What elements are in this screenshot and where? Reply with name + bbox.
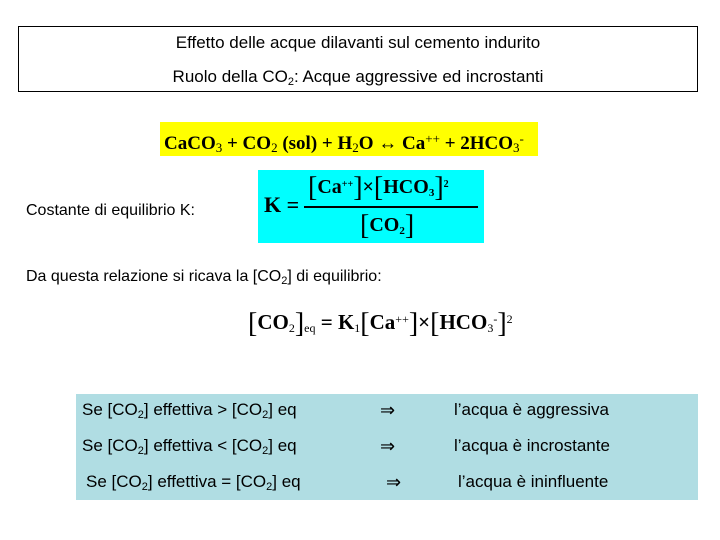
relation-sub: 2 xyxy=(281,275,288,287)
numerator: $[Ca^{++}]\times[HCO_3]^2$ xyxy=(308,172,449,203)
plus-h2: + H xyxy=(317,133,353,154)
h2o-sub: 2 xyxy=(352,140,359,155)
calcium: Ca xyxy=(397,133,426,154)
lhs-sub: 2 xyxy=(137,409,144,421)
implies-arrow-icon: ⇒ xyxy=(380,400,396,421)
condition-result: l’acqua è incrostante xyxy=(454,436,610,455)
lhs-b: ] effettiva < [CO xyxy=(143,436,263,455)
lhs-sub: 2 xyxy=(266,481,273,493)
eq3-eq-sub: eq xyxy=(304,321,316,335)
caco3: CaCO xyxy=(164,133,216,154)
plus-hco3: + 2HCO xyxy=(439,133,514,154)
den-co2: CO xyxy=(369,214,400,236)
k-symbol: K = xyxy=(264,192,300,217)
num-ca: Ca xyxy=(317,176,342,198)
calcium-charge: ++ xyxy=(425,131,440,146)
page-title: Effetto delle acque dilavanti sul cemento indurito xyxy=(175,33,541,52)
num-exponent: 2 xyxy=(443,179,449,190)
equilibrium-constant-formula xyxy=(258,170,484,243)
page-subtitle xyxy=(19,67,697,88)
condition-lhs xyxy=(86,472,301,493)
condition-result: l’acqua è ininfluente xyxy=(458,472,609,491)
lhs-sub: 2 xyxy=(262,409,269,421)
relation-label xyxy=(26,268,382,287)
lhs-sub: 2 xyxy=(141,481,148,493)
equilibrium-arrow-icon: ↔ xyxy=(378,133,398,154)
condition-result: l’acqua è aggressiva xyxy=(454,400,609,419)
equilibrium-reaction xyxy=(160,122,538,156)
relation-suffix: ] di equilibrio: xyxy=(287,268,382,285)
lhs-a: Se [CO xyxy=(82,400,138,419)
lhs-a: Se [CO xyxy=(82,436,138,455)
oxygen: O xyxy=(358,133,379,154)
sol: (sol) xyxy=(277,133,318,154)
equilibrium-co2-formula: $[CO_2]_{eq} = K_1[Ca^{++}]\times[HCO_3^-]^2$ xyxy=(248,308,513,339)
lhs-sub: 2 xyxy=(262,445,269,457)
eq3-hco3-sub: 3 xyxy=(487,321,494,335)
eq3-times: × xyxy=(418,310,431,334)
hco3-charge: - xyxy=(519,131,524,146)
eq3-equals-k: = K xyxy=(315,310,355,334)
implies-arrow-icon: ⇒ xyxy=(380,436,396,457)
eq3-co2: CO xyxy=(257,310,289,334)
denominator: $[CO_2]$ xyxy=(360,210,415,241)
eq3-co2-sub: 2 xyxy=(288,321,295,335)
den-co2-sub: 2 xyxy=(399,225,405,237)
hco3-sub: 3 xyxy=(513,140,520,155)
eq3-exponent: 2 xyxy=(506,312,513,326)
equilibrium-constant-label: Costante di equilibrio K: xyxy=(26,202,195,219)
plus-co2: + CO xyxy=(222,133,272,154)
relation-prefix: Da questa relazione si ricava la [CO xyxy=(26,268,282,285)
condition-lhs xyxy=(82,436,297,457)
subtitle-sub: 2 xyxy=(287,76,294,88)
subtitle-prefix: Ruolo della CO xyxy=(172,67,288,86)
times-sign: × xyxy=(362,176,374,198)
num-ca-charge: ++ xyxy=(341,179,354,190)
lhs-c: ] eq xyxy=(268,400,297,419)
conditions-panel xyxy=(76,394,698,500)
implies-arrow-icon: ⇒ xyxy=(386,472,402,493)
lhs-c: ] eq xyxy=(272,472,301,491)
lhs-sub: 2 xyxy=(137,445,144,457)
lhs-c: ] eq xyxy=(268,436,297,455)
subtitle-suffix: : Acque aggressive ed incrostanti xyxy=(293,67,544,86)
eq3-k-sub: 1 xyxy=(354,321,361,335)
eq3-ca: Ca xyxy=(369,310,396,334)
eq3-hco3-charge: - xyxy=(493,312,498,326)
lhs-b: ] effettiva = [CO xyxy=(147,472,267,491)
fraction-line xyxy=(304,206,478,208)
num-hco3: HCO xyxy=(383,176,429,198)
num-hco3-sub: 3 xyxy=(428,187,435,199)
eq3-ca-charge: ++ xyxy=(395,312,409,326)
lhs-a: Se [CO xyxy=(86,472,142,491)
caco3-sub: 3 xyxy=(215,140,223,155)
lhs-b: ] effettiva > [CO xyxy=(143,400,263,419)
condition-lhs xyxy=(82,400,297,421)
eq3-hco3: HCO xyxy=(439,310,488,334)
co2-sub: 2 xyxy=(271,140,278,155)
title-box xyxy=(18,26,698,92)
